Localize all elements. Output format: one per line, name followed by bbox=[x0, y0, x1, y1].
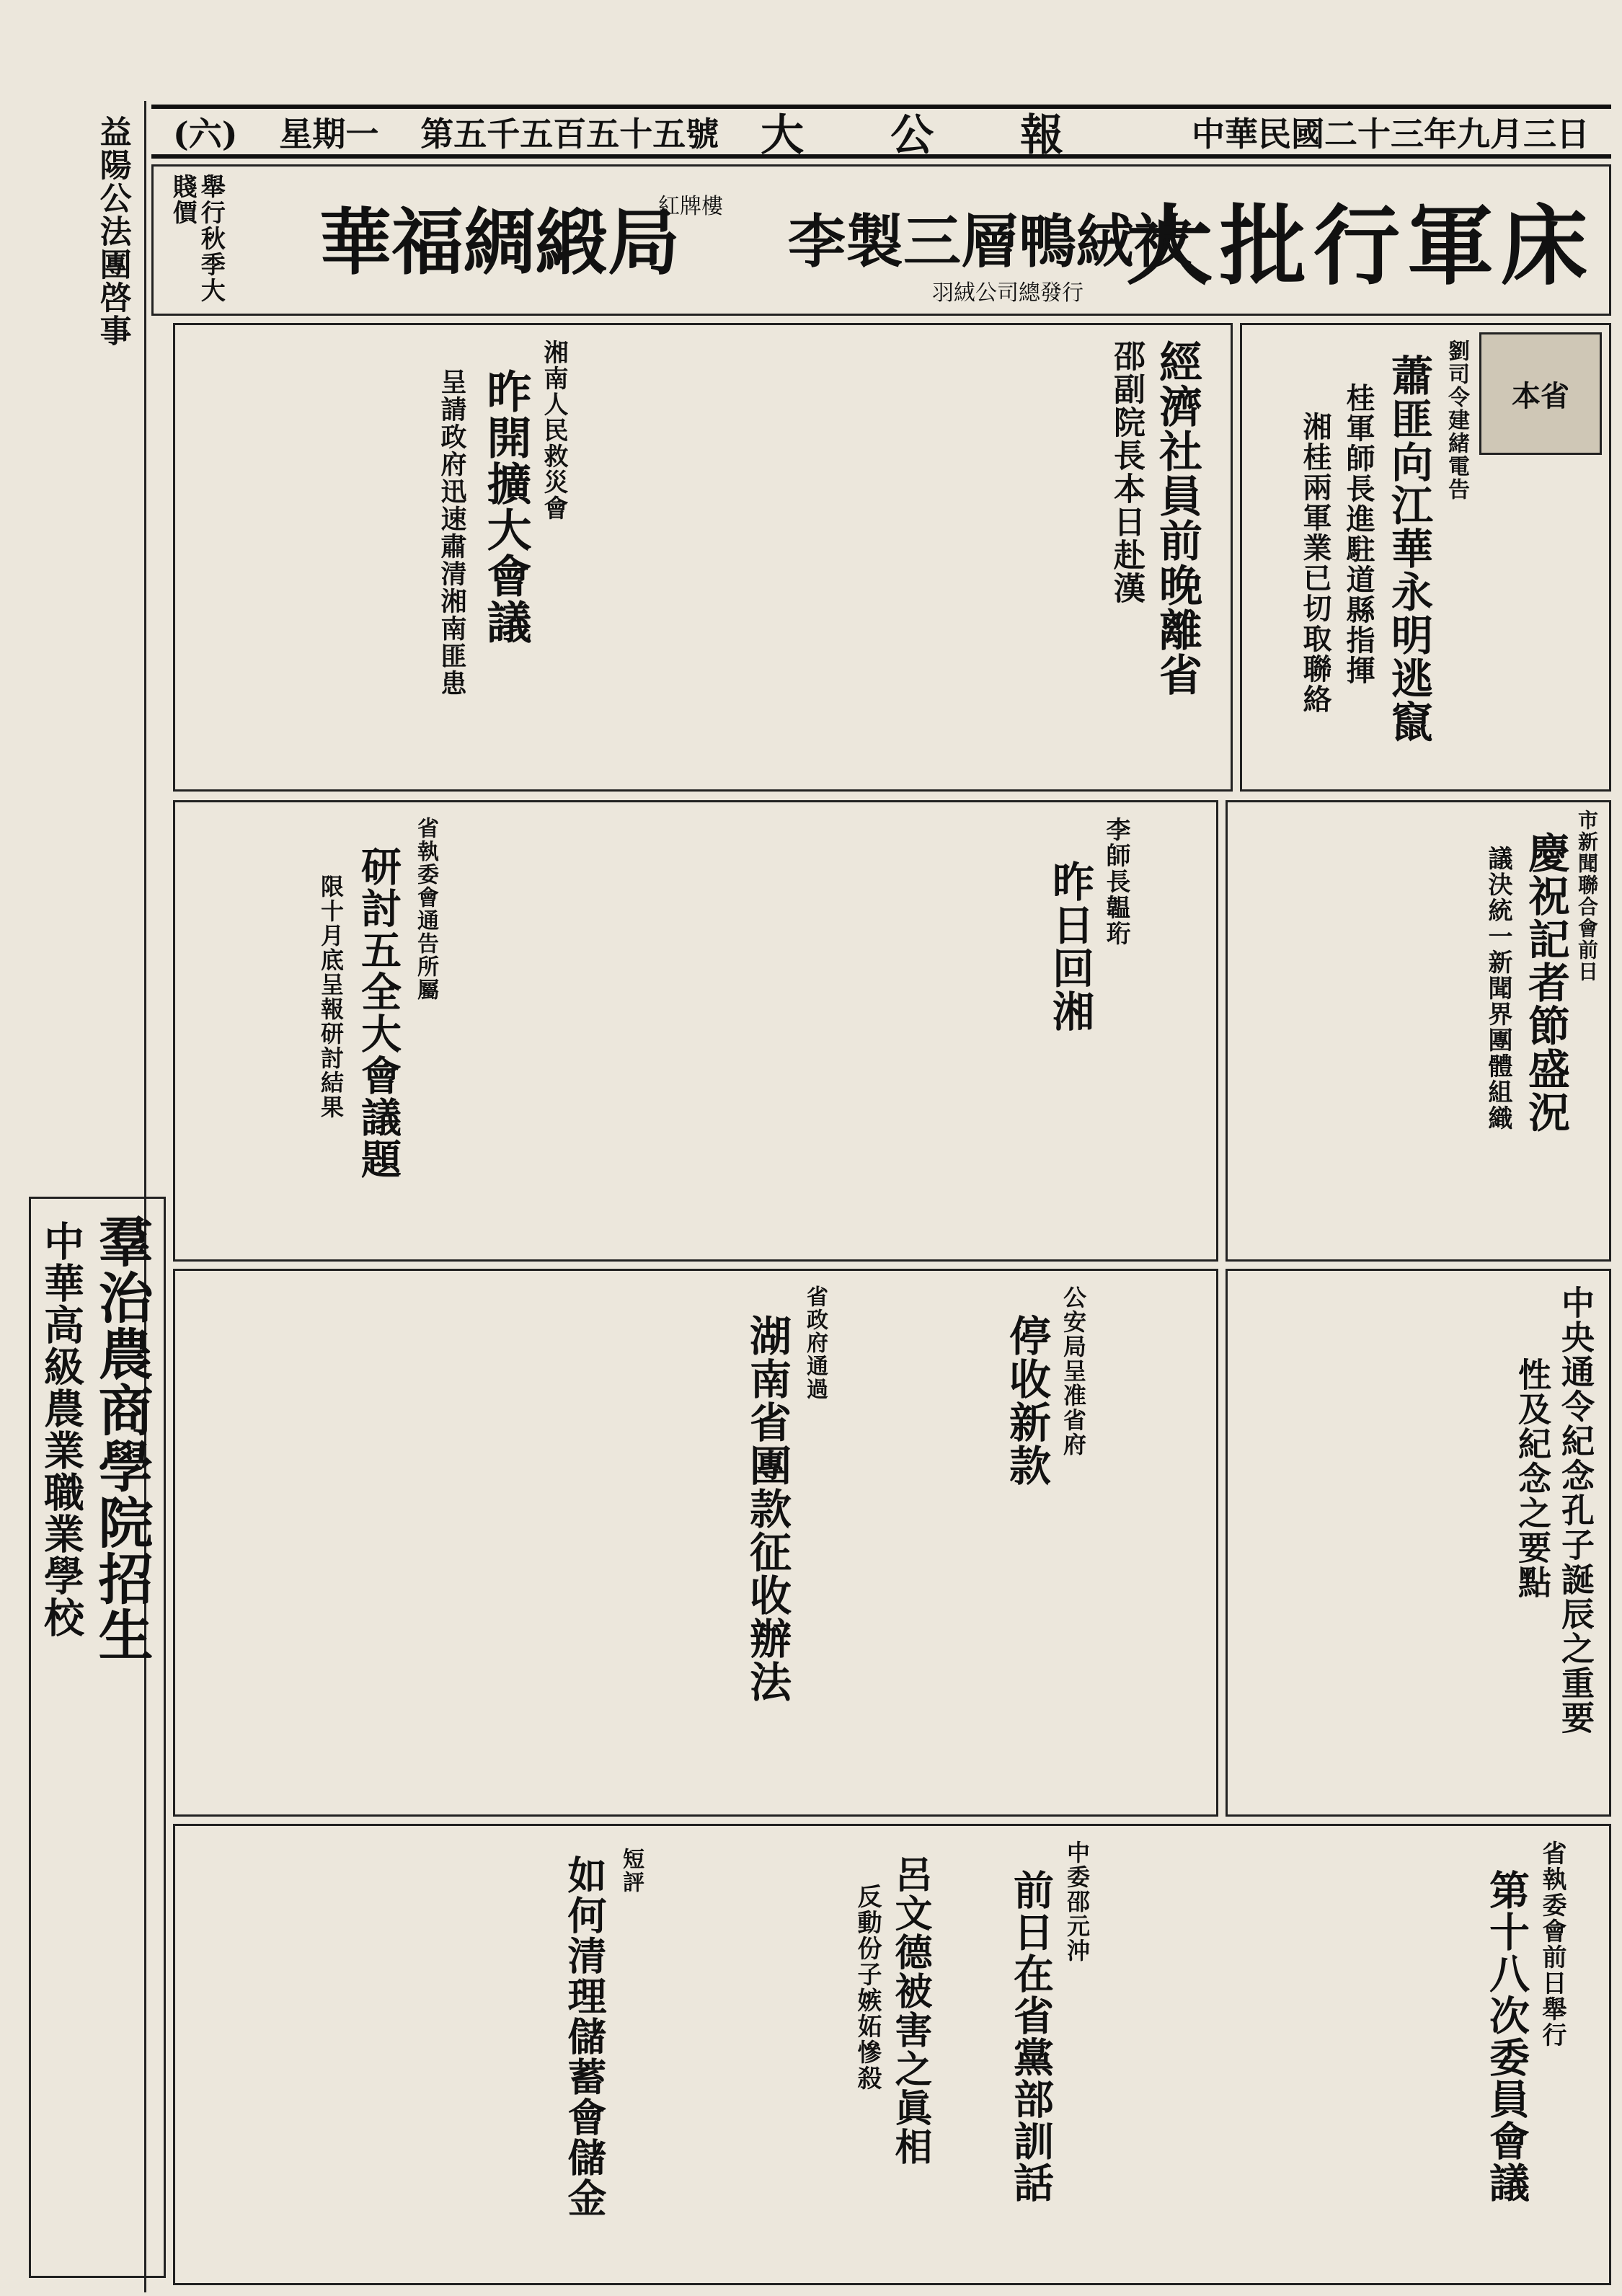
li-kicker: 李師長韞珩 bbox=[1102, 817, 1130, 947]
ad-silk-sale: 舉行秋季大賤價 bbox=[168, 174, 226, 303]
bandits-head4: 湘桂兩軍業已切取聯絡 bbox=[1298, 412, 1332, 714]
lecture-kicker: 中委邵元沖 bbox=[1063, 1840, 1091, 1963]
left-notice-title: 益陽公法團啓事 bbox=[94, 115, 131, 347]
article-bandits bbox=[1240, 323, 1611, 792]
article-block-top-left bbox=[173, 323, 1233, 792]
article-block-lower bbox=[173, 1269, 1218, 1817]
study-head: 研討五全大會議題 bbox=[355, 846, 402, 1180]
study-kicker: 省執委會通告所屬 bbox=[413, 817, 438, 1001]
meeting18-kicker: 省執委會前日舉行 bbox=[1538, 1840, 1566, 2048]
ad-school bbox=[29, 1197, 166, 2278]
confucius-sub: 性及紀念之要點 bbox=[1513, 1357, 1552, 1600]
reporters-head: 慶祝記者節盛況 bbox=[1521, 831, 1570, 1134]
masthead-issue: 第五千五百五十五號 bbox=[420, 114, 719, 154]
tax-head: 湖南省團款征收辦法 bbox=[743, 1314, 792, 1703]
article-block-middle bbox=[173, 800, 1218, 1262]
masthead bbox=[151, 105, 1611, 159]
lu-sub: 反動份子嫉妬慘殺 bbox=[853, 1884, 882, 2091]
top-ad-band bbox=[151, 164, 1611, 316]
ad-silk-shop: 華福綢緞局 bbox=[319, 200, 680, 285]
confucius-head: 中央通令紀念孔子誕辰之重要 bbox=[1556, 1285, 1595, 1735]
tax-kicker: 省政府通過 bbox=[802, 1285, 828, 1401]
article-block-bottom bbox=[173, 1824, 1611, 2285]
bandits-head3: 桂軍師長進駐道縣指揮 bbox=[1342, 383, 1375, 686]
ad-school-sub: 中華高級農業職業學校 bbox=[37, 1220, 85, 1639]
relief-head: 昨開擴大會議 bbox=[479, 368, 532, 645]
ad-down-quilts-sub: 羽絨公司總發行 bbox=[932, 280, 1083, 306]
reporters-kicker: 市新聞聯合會前日 bbox=[1575, 810, 1599, 983]
local-news-emblem: 本省 bbox=[1479, 332, 1602, 455]
masthead-date: 中華民國二十三年九月三日 bbox=[1191, 114, 1590, 154]
masthead-weekday: 星期一 bbox=[279, 114, 379, 154]
deposit-head: 停收新款 bbox=[1002, 1314, 1051, 1487]
article-reporters-day bbox=[1226, 800, 1611, 1262]
relief-kicker: 湘南人民救災會 bbox=[539, 340, 568, 521]
lecture-head: 前日在省黨部訓話 bbox=[1007, 1869, 1055, 2204]
economy-kicker: 邵副院長本日赴漢 bbox=[1108, 340, 1145, 605]
meeting18-head: 第十八次委員會議 bbox=[1483, 1869, 1530, 2204]
lu-head: 呂文德被害之眞相 bbox=[888, 1855, 932, 2166]
ad-down-quilts: 李製三層鴨絨被 bbox=[788, 208, 1192, 275]
masthead-page: (六) bbox=[173, 114, 238, 154]
study-sub: 限十月底呈報研討結果 bbox=[317, 874, 345, 1120]
article-confucius bbox=[1226, 1269, 1611, 1817]
relief-sub: 呈請政府迅速肅清湘南匪患 bbox=[437, 368, 467, 697]
masthead-paper-name: 大公報 bbox=[761, 110, 1151, 161]
li-head: 昨日回湘 bbox=[1045, 860, 1094, 1033]
deposit-kicker: 公安局呈准省府 bbox=[1060, 1285, 1087, 1457]
ad-school-title: 羣治農商學院招生 bbox=[89, 1213, 154, 1663]
ad-silk-shop-tag: 紅牌樓 bbox=[658, 194, 723, 219]
storage-label: 短評 bbox=[619, 1848, 644, 1894]
reporters-sub: 議決統一新聞界團體組織 bbox=[1484, 846, 1512, 1131]
bandits-head1: 劉司令建緒電告 bbox=[1444, 340, 1469, 501]
bandits-head2: 蕭匪向江華永明逃竄 bbox=[1384, 354, 1433, 743]
economy-head: 經濟社員前晚離省 bbox=[1152, 340, 1202, 697]
storage-head: 如何清理儲蓄會儲金 bbox=[562, 1855, 608, 2218]
ad-army-beds: 大批行軍床 bbox=[1126, 195, 1595, 297]
